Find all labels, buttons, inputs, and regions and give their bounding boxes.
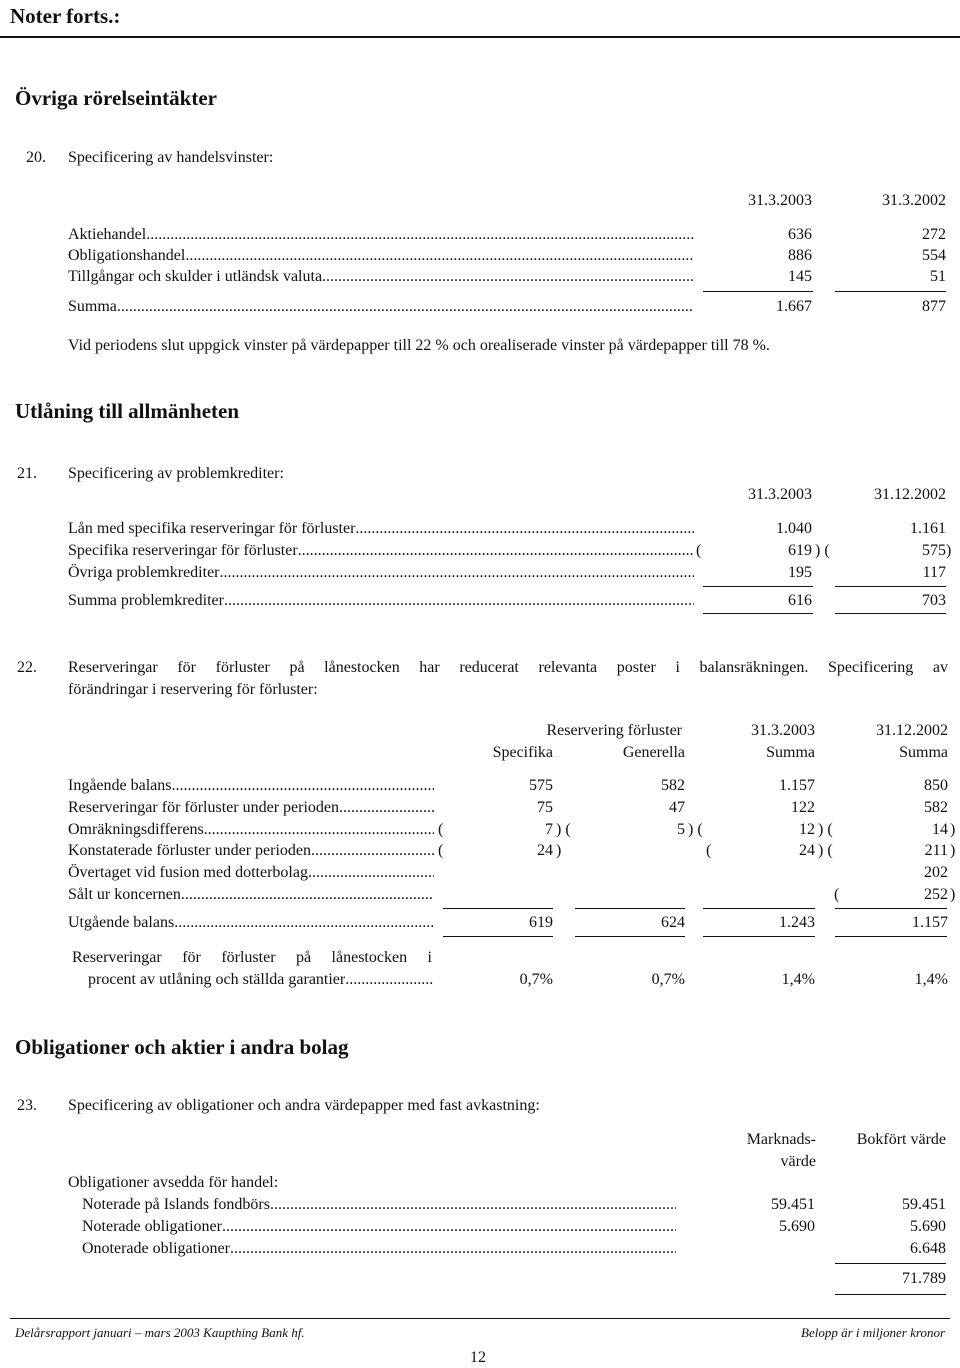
table-row-label: Noterade obligationer .....: [82, 1218, 676, 1236]
table-cell: 1.161: [910, 520, 946, 537]
footer-left: Delårsrapport januari – mars 2003 Kaupthing Bank hf.: [15, 1325, 305, 1340]
paren: ): [950, 821, 956, 838]
rule: [835, 1263, 946, 1264]
table-row-label: Summa .....: [68, 298, 694, 316]
table-cell: 1,4%: [781, 971, 815, 988]
table-row-label: Tillgångar och skulder i utländsk valuta .....: [68, 268, 694, 286]
pct-label: procent av utlåning och ställda garantier .....: [88, 971, 434, 989]
table-cell: 14: [932, 821, 948, 838]
paren: (: [696, 542, 702, 559]
table-row-label: Övriga problemkrediter .....: [68, 564, 694, 582]
table-cell: 624: [661, 914, 685, 931]
table-row-label: Lån med specifika reserveringar för förluster .....: [68, 520, 694, 538]
table-cell: 1.157: [912, 914, 948, 931]
header-title: Noter forts.:: [10, 4, 121, 28]
table-cell: 195: [788, 564, 812, 581]
table-cell: 886: [788, 247, 812, 264]
table-cell: 619: [529, 914, 553, 931]
table-cell: 575: [529, 777, 553, 794]
table-cell: 12: [799, 821, 815, 838]
table-cell: 47: [669, 799, 685, 816]
table-cell: 636: [788, 226, 812, 243]
col-header-2003: 31.3.2003: [748, 486, 812, 503]
note-text: förändringar i reservering för förluster:: [68, 681, 318, 698]
note-number: 22.: [17, 659, 37, 676]
sub-header: Summa: [766, 744, 815, 761]
table-cell: 145: [788, 268, 812, 285]
note-title: Specificering av obligationer och andra värdepapper med fast avkastning:: [68, 1097, 540, 1114]
rule: [703, 613, 813, 614]
table-cell: 575: [922, 542, 946, 559]
col-header-2003: 31.3.2003: [751, 722, 815, 739]
paren: ) (: [688, 821, 703, 838]
table-cell: 252: [924, 886, 948, 903]
table-row-label: Reserveringar för förluster under perioden .....: [68, 799, 434, 817]
table-cell: 1.157: [779, 777, 815, 794]
rule: [703, 936, 815, 937]
table-row-label: Onoterade obligationer .....: [82, 1240, 676, 1258]
col-header-2002: 31.3.2002: [882, 192, 946, 209]
rule: [703, 586, 813, 587]
table-cell: 7: [545, 821, 553, 838]
table-row-label: Aktiehandel .....: [68, 226, 694, 244]
table-cell: 877: [922, 298, 946, 315]
footer-rule: [10, 1318, 950, 1319]
col-header-marknadsvarde: Marknads-: [746, 1131, 816, 1148]
table-total: 71.789: [902, 1270, 946, 1287]
section-heading-utlaning: Utlåning till allmänheten: [15, 399, 240, 423]
table-row-label: Noterade på Islands fondbörs .....: [82, 1196, 676, 1214]
section-heading-ovriga: Övriga rörelseintäkter: [15, 86, 217, 110]
rule: [443, 936, 553, 937]
table-cell: 616: [788, 592, 812, 609]
note-text: Vid periodens slut uppgick vinster på värdepapper till 22 % och orealiserade vinster på värdepapper till 78 %.: [68, 337, 770, 354]
rule: [703, 908, 815, 909]
table-cell: 59.451: [902, 1196, 946, 1213]
table-cell: 582: [661, 777, 685, 794]
table-cell: 5: [677, 821, 685, 838]
rule: [835, 908, 947, 909]
table-cell: 75: [537, 799, 553, 816]
rule: [835, 936, 947, 937]
rule: [835, 1294, 946, 1295]
note-text: Reserveringar för förluster på lånestocken har reducerat relevanta poster i balansräkningen. Specificering av: [68, 659, 948, 676]
table-cell: 582: [924, 799, 948, 816]
rule: [835, 291, 946, 292]
section-heading-obligationer: Obligationer och aktier i andra bolag: [15, 1035, 349, 1059]
table-cell: 211: [924, 842, 948, 859]
rule: [575, 936, 685, 937]
col-header-2003: 31.3.2003: [748, 192, 812, 209]
table-cell: 5.690: [910, 1218, 946, 1235]
table-row-label: Övertaget vid fusion med dotterbolag .....: [68, 864, 434, 882]
page-number: 12: [470, 1349, 486, 1366]
note-title: Specificering av problemkrediter:: [68, 465, 284, 482]
table-row-label: Specifika reserveringar för förluster .....: [68, 542, 694, 560]
paren: ) (: [556, 821, 571, 838]
paren: (: [438, 821, 444, 838]
table-row-label: Utgående balans .....: [68, 914, 434, 932]
note-title: Specificering av handelsvinster:: [68, 149, 274, 166]
table-cell: 51: [930, 268, 946, 285]
sub-header: Summa: [899, 744, 948, 761]
paren: ): [556, 842, 562, 859]
table-cell: 24: [537, 842, 553, 859]
rule: [835, 586, 946, 587]
footer-right: Belopp är i miljoner kronor: [801, 1325, 945, 1340]
table-cell: 272: [922, 226, 946, 243]
table-row-label: Omräkningsdifferens .....: [68, 821, 434, 839]
table-cell: 1.667: [776, 298, 812, 315]
table-cell: 5.690: [779, 1218, 815, 1235]
rule: [575, 908, 685, 909]
table-cell: 1.040: [776, 520, 812, 537]
table-cell: 6.648: [910, 1240, 946, 1257]
table-cell: 619: [788, 542, 812, 559]
col-header-marknadsvarde: värde: [780, 1153, 816, 1170]
col-header-2002: 31.12.2002: [876, 722, 948, 739]
paren: ): [946, 542, 952, 559]
page-header: [0, 0, 960, 38]
paren: (: [706, 842, 712, 859]
table-cell: 554: [922, 247, 946, 264]
col-header-2002: 31.12.2002: [874, 486, 946, 503]
table-row-label: Ingående balans .....: [68, 777, 434, 795]
table-row-label: Summa problemkrediter .....: [68, 592, 694, 610]
note-number: 23.: [17, 1097, 37, 1114]
table-cell: 117: [922, 564, 946, 581]
paren: (: [438, 842, 444, 859]
table-cell: 703: [922, 592, 946, 609]
table-cell: 850: [924, 777, 948, 794]
table-cell: 24: [799, 842, 815, 859]
note-number: 21.: [17, 465, 37, 482]
table-cell: 202: [924, 864, 948, 881]
rule: [443, 908, 553, 909]
group-label: Obligationer avsedda för handel:: [68, 1174, 279, 1191]
paren: ): [950, 842, 956, 859]
paren: ): [950, 886, 956, 903]
paren: ) (: [818, 842, 833, 859]
table-cell: 1,4%: [914, 971, 948, 988]
note-number: 20.: [26, 149, 46, 166]
paren: (: [834, 886, 840, 903]
col-header-bokfort: Bokfört värde: [856, 1131, 946, 1148]
rule: [835, 613, 946, 614]
table-cell: 0,7%: [519, 971, 553, 988]
paren: ) (: [818, 821, 833, 838]
table-cell: 1.243: [779, 914, 815, 931]
table-row-label: Konstaterade förluster under perioden .....: [68, 842, 434, 860]
col-group-header: Reservering förluster: [546, 722, 682, 739]
pct-label: Reserveringar för förluster på lånestocken i: [72, 949, 432, 966]
sub-header: Generella: [622, 744, 685, 761]
rule: [703, 291, 813, 292]
table-cell: 59.451: [771, 1196, 815, 1213]
table-cell: 0,7%: [651, 971, 685, 988]
paren: ) (: [815, 542, 830, 559]
table-row-label: Obligationshandel .....: [68, 247, 694, 265]
table-row-label: Sålt ur koncernen .....: [68, 886, 434, 904]
sub-header: Specifika: [492, 744, 553, 761]
table-cell: 122: [791, 799, 815, 816]
